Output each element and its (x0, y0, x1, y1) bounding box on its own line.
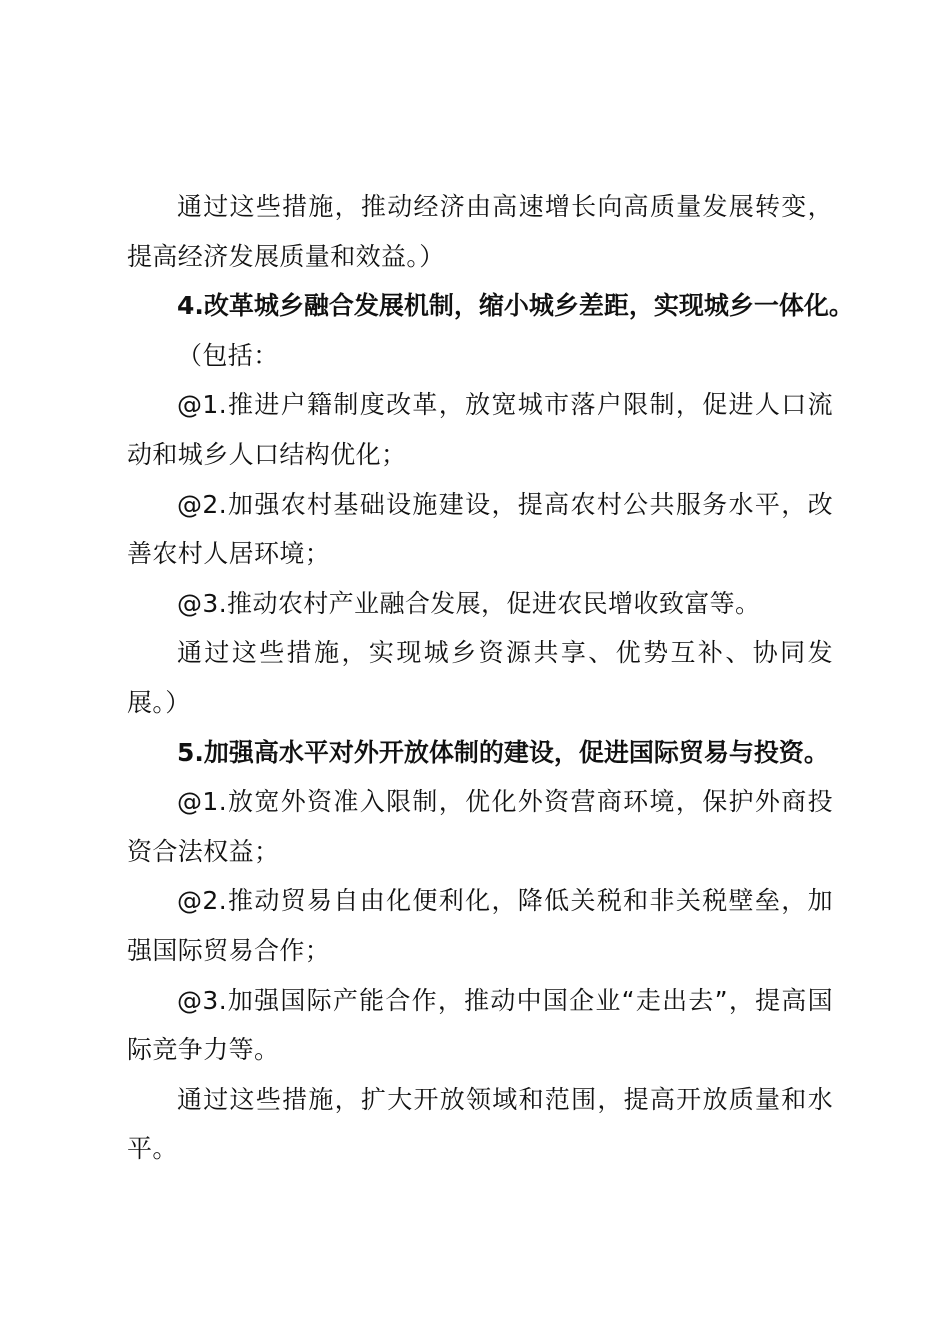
body-paragraph: 通过这些措施，推动经济由高速增长向高质量发展转变，提高经济发展质量和效益。） (127, 192, 833, 271)
list-item: @2.加强农村基础设施建设，提高农村公共服务水平，改善农村人居环境； (127, 489, 833, 569)
list-item: @1.放宽外资准入限制，优化外资营商环境，保护外商投资合法权益； (127, 787, 833, 866)
body-paragraph: （包括： (177, 340, 279, 370)
list-item: @2.推动贸易自由化便利化，降低关税和非关税壁垒，加强国际贸易合作； (127, 886, 833, 965)
body-paragraph: 通过这些措施，实现城乡资源共享、优势互补、协同发展。） (127, 638, 833, 717)
body-paragraph: 通过这些措施，扩大开放领域和范围，提高开放质量和水平。 (127, 1084, 833, 1164)
document-body (127, 182, 854, 1174)
list-item: @3.加强国际产能合作，推动中国企业“走出去”，提高国际竞争力等。 (127, 985, 833, 1065)
section-heading-5: 5.加强高水平对外开放体制的建设，促进国际贸易与投资。 (177, 737, 829, 767)
section-heading-4: 4.改革城乡融合发展机制，缩小城乡差距，实现城乡一体化。 (177, 291, 854, 321)
list-item: @3.推动农村产业融合发展，促进农民增收致富等。 (177, 588, 761, 618)
list-item: @1.推进户籍制度改革，放宽城市落户限制，促进人口流动和城乡人口结构优化； (127, 390, 833, 469)
